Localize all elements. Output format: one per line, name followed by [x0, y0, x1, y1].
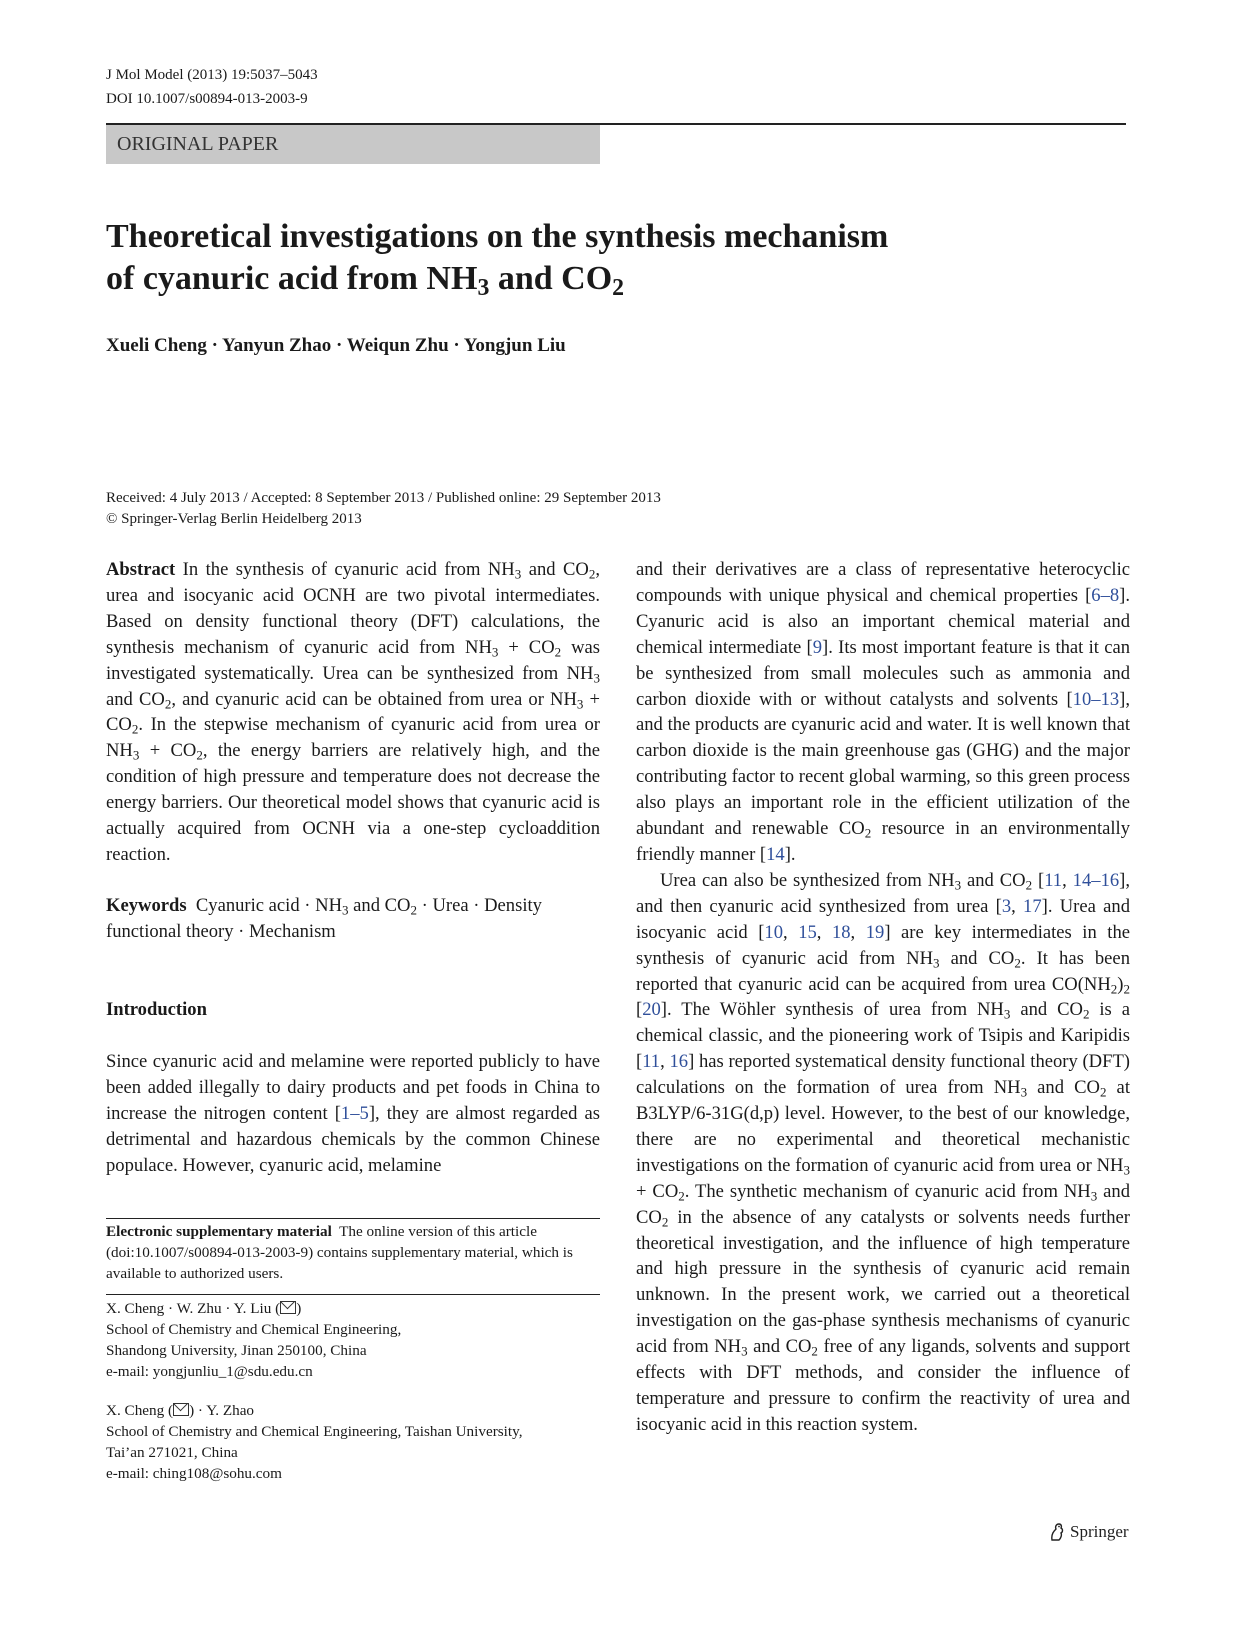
citation-link[interactable]: 18 [831, 921, 851, 943]
footnote-rule-2 [106, 1294, 600, 1295]
citation-link[interactable]: 20 [642, 999, 661, 1021]
affiliation-2-email[interactable]: e-mail: ching108@sohu.com [106, 1465, 282, 1482]
publisher-name: Springer [1070, 1522, 1129, 1541]
citation-link[interactable]: 16 [669, 1051, 689, 1073]
intro-paragraph-2: Urea can also be synthesized from $NH_3$ and $CO_2$ [11, 14–16], and then cyanuric acid synthesized from urea [3, 17]. Urea and isocyanic acid [10, 15, 18, 19] are key intermediates in the synthesis of cyanuric acid from $NH_3$ and $CO_2$. It has been reported that cyanuric acid can be acquired from urea $CO(NH_2)_2$ [20]. The Wöhler synthesis of urea from $NH_3$ and $CO_2$ is a chemical classic, and the pioneering work of Tsipis and Karipidis [11, 16] has reported systematical density functional theory (DFT) calculations on the formation of urea from $NH_3$ and $CO_2$ at B3LYP/6-31G(d,p) level. However, to the best of our knowledge, there are no experimental and theoretical mechanistic investigations on the formation of cyanuric acid from urea or $NH_3 + CO_2$. The synthetic mechanism of cyanuric acid from $NH_3$ and $CO_2$ in the absence of any catalysts or solvents needs further theoretical investigation, and the influence of high temperature and high pressure in the synthesis of cyanuric acid remain unknown. In the present work, we carried out a theoretical investigation on the gas-phase synthesis mechanisms of cyanuric acid from $NH_3$ and $CO_2$ free of any ligands, solvents and support effects with DFT methods, and consider the influence of temperature and pressure to confirm the reactivity of urea and isocyanic acid in this reaction system. [636, 869, 1131, 1435]
affiliation-2 [106, 1400, 600, 1484]
esm-note: Electronic supplementary material The online version of this article (doi:10.1007/s00894-013-2003-9) contains supplementary material, which is available to authorized users. [106, 1223, 573, 1282]
citation-link[interactable]: 1–5 [340, 1102, 369, 1124]
citation-link[interactable]: 14–16 [1072, 869, 1120, 891]
affiliation-2-authors: X. Cheng ( ) · Y. Zhao [106, 1402, 255, 1419]
citation-link[interactable]: 17 [1023, 895, 1042, 917]
affiliation-1 [106, 1298, 600, 1382]
keywords-label: Keywords [106, 895, 187, 916]
publication-dates [106, 488, 1126, 530]
footnote-rule [106, 1218, 600, 1219]
section-label: ORIGINAL PAPER [117, 133, 279, 155]
publisher-logo [1048, 1521, 1129, 1543]
intro-paragraph-continued: and their derivatives are a class of representative heterocyclic compounds with unique physical and chemical properties [6–8]. Cyanuric acid is also an important chemical material and chemical intermediate [9]. Its most important feature is that it can be synthesized from small molecules such as ammonia and carbon dioxide with or without catalysts and solvents [10–13], and the products are cyanuric acid and water. It is well known that carbon dioxide is the main greenhouse gas (GHG) and the major contributing factor to recent global warming, so this green process also plays an important role in the efficient utilization of the abundant and renewable $CO_2$ resource in an environmentally friendly manner [14]. [636, 559, 1130, 865]
affiliation-1-email[interactable]: e-mail: yongjunliu_1@sdu.edu.cn [106, 1363, 313, 1380]
citation-link[interactable]: 10 [764, 921, 784, 943]
envelope-icon [280, 1301, 296, 1314]
title-line-2: of cyanuric acid from $NH_3$ and $CO_2$ [106, 260, 625, 301]
abstract-label: Abstract [106, 559, 176, 580]
citation-link[interactable]: 3 [1001, 895, 1012, 917]
esm-label: Electronic supplementary material [106, 1223, 332, 1240]
citation-link[interactable]: 14 [766, 843, 785, 865]
introduction-heading: Introduction [106, 999, 207, 1020]
citation-link[interactable]: 19 [865, 921, 885, 943]
right-column-text [636, 557, 1130, 1438]
journal-citation: J Mol Model (2013) 19:5037–5043 [106, 67, 318, 83]
citation-link[interactable]: 9 [812, 636, 823, 658]
abstract: Abstract In the synthesis of cyanuric acid from $NH_3$ and $CO_2$, urea and isocyanic acid OCNH are two pivotal intermediates. Based on density functional theory (DFT) calculations, the synthesis mechanism of cyanuric acid from $NH_3 + CO_2$ was investigated systematically. Urea can be synthesized from $NH_3$ and $CO_2$, and cyanuric acid can be obtained from urea or $NH_3 + CO_2$. In the stepwise mechanism of cyanuric acid from urea or $NH_3 + CO_2$, the energy barriers are relatively high, and the condition of high pressure and temperature does not decrease the energy barriers. Our theoretical model shows that cyanuric acid is actually acquired from OCNH via a one-step cycloaddition reaction. [106, 559, 600, 865]
citation-link[interactable]: 10–13 [1072, 688, 1120, 710]
title-line-1: Theoretical investigations on the synthesis mechanism [106, 218, 889, 255]
keywords: Keywords Cyanuric acid · $NH_3$ and $CO_2$ · Urea · Density functional theory · Mechanism [106, 895, 542, 942]
affiliation-1-line-2: Shandong University, Jinan 250100, China [106, 1342, 367, 1359]
journal-doi: DOI 10.1007/s00894-013-2003-9 [106, 91, 308, 107]
affiliation-1-line-1: School of Chemistry and Chemical Engineering, [106, 1321, 402, 1338]
affiliation-2-line-1: School of Chemistry and Chemical Engineering, Taishan University, [106, 1423, 523, 1440]
citation-link[interactable]: 6–8 [1091, 584, 1120, 606]
paper-title [106, 216, 1106, 300]
affiliation-2-line-2: Tai’an 271021, China [106, 1444, 238, 1461]
citation-link[interactable]: 11 [642, 1051, 661, 1073]
author-list: Xueli Cheng · Yanyun Zhao · Weiqun Zhu · Yongjun Liu [106, 335, 566, 356]
springer-horse-icon [1048, 1522, 1066, 1542]
envelope-icon [173, 1403, 189, 1416]
introduction-paragraph: Since cyanuric acid and melamine were reported publicly to have been added illegally to dairy products and pet foods in China to increase the nitrogen content [1–5], they are almost regarded as detrimental and hazardous chemicals by the common Chinese populace. However, cyanuric acid, melamine [106, 1051, 600, 1176]
history-dates: Received: 4 July 2013 / Accepted: 8 September 2013 / Published online: 29 September 2013 [106, 490, 661, 506]
copyright: © Springer-Verlag Berlin Heidelberg 2013 [106, 511, 362, 527]
affiliation-1-authors: X. Cheng · W. Zhu · Y. Liu ( ) [106, 1300, 302, 1317]
citation-link[interactable]: 11 [1044, 869, 1063, 891]
citation-link[interactable]: 15 [798, 921, 817, 943]
